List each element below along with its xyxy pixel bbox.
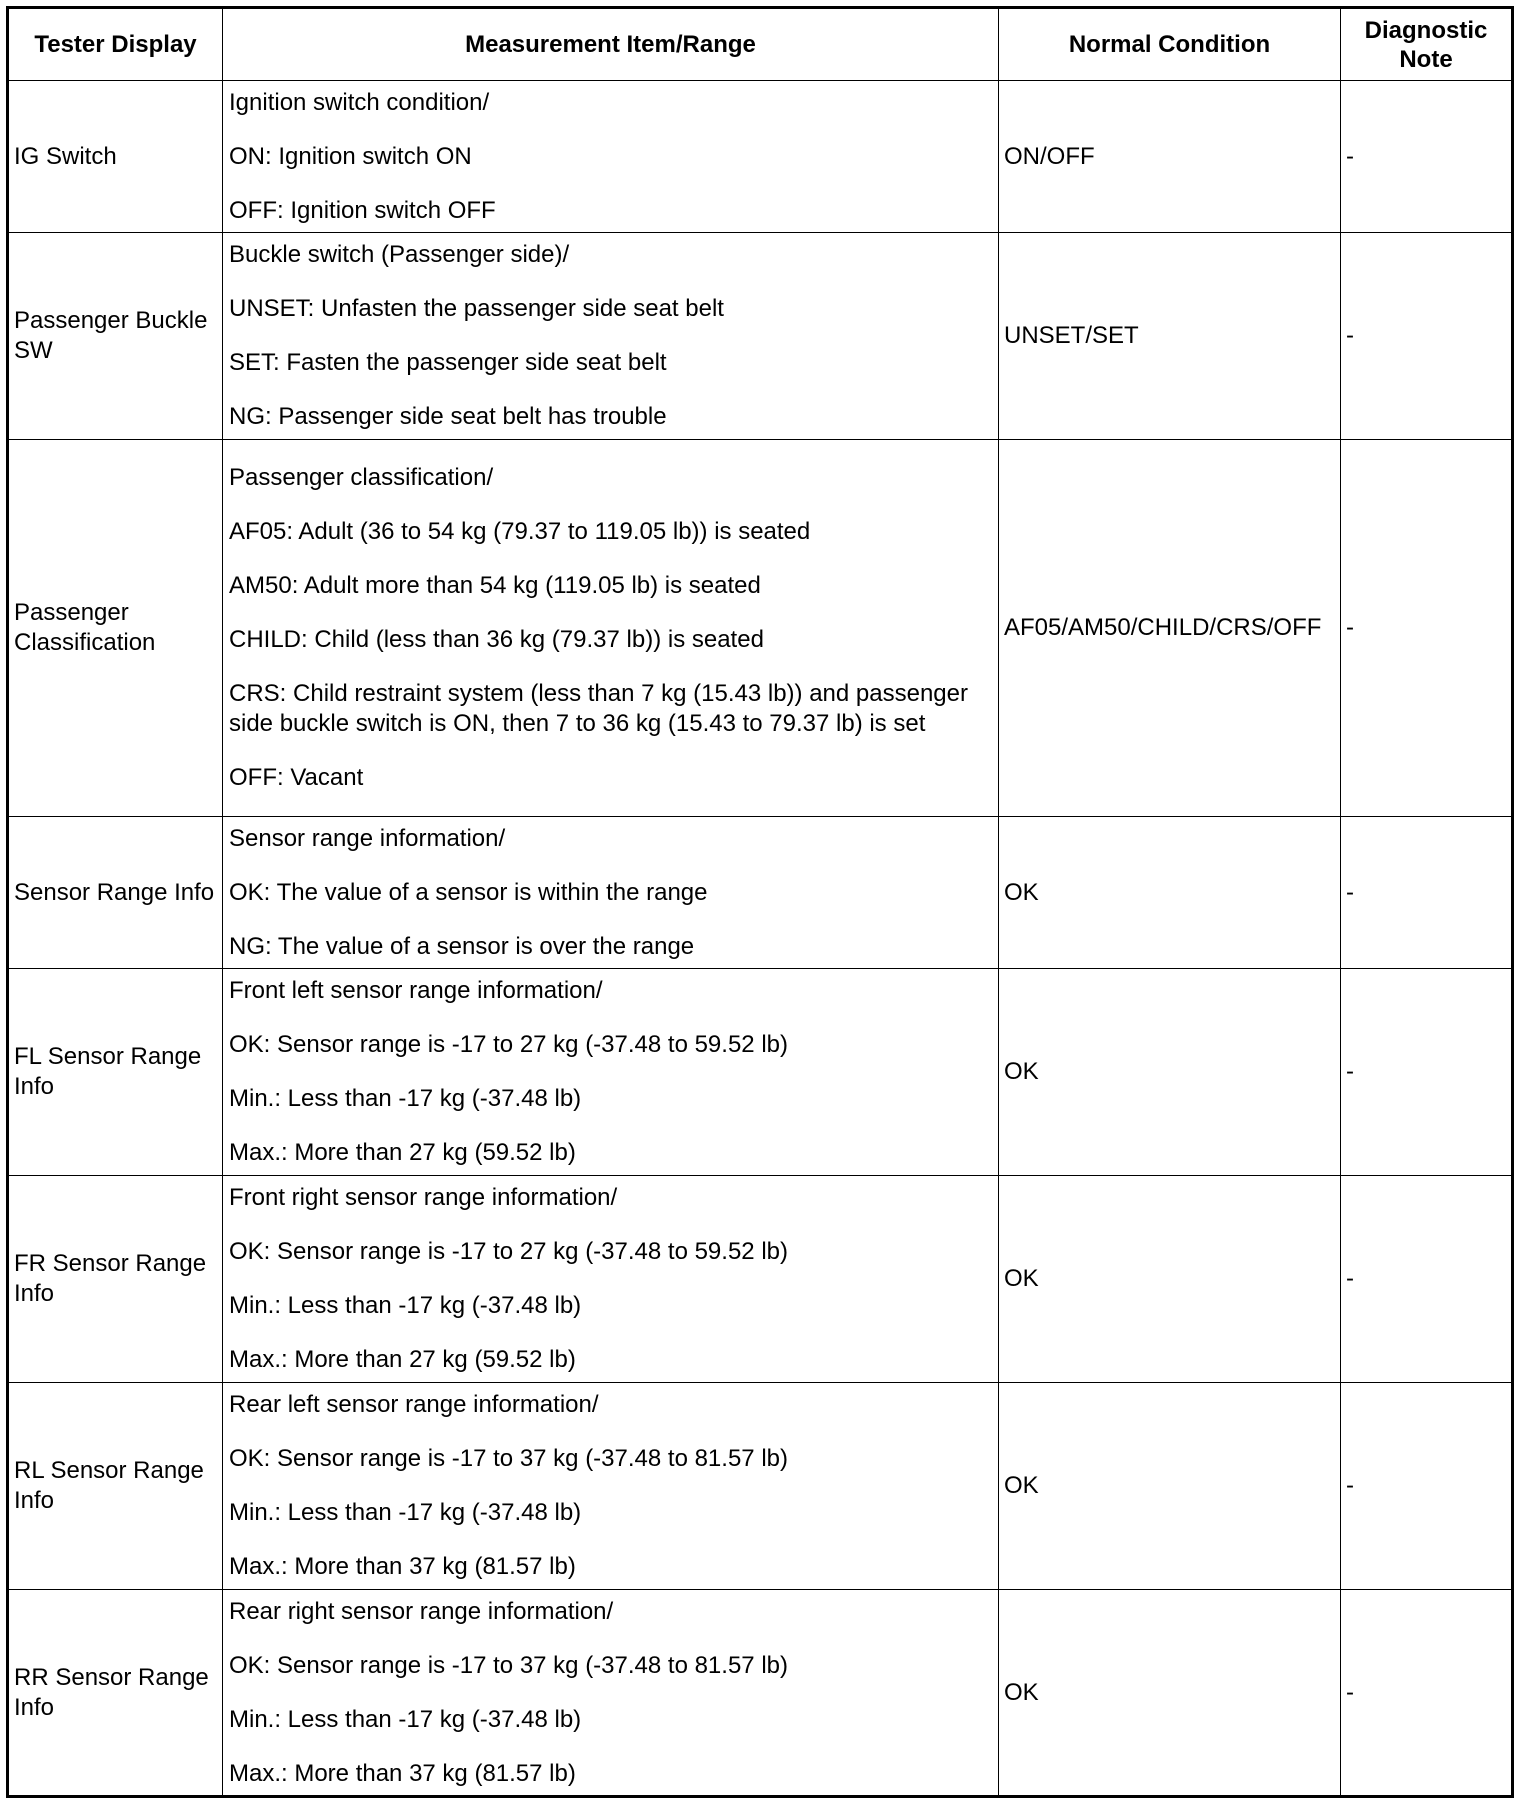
measurement-item-line: CHILD: Child (less than 36 kg (79.37 lb)) is seated <box>229 626 764 653</box>
header-row <box>8 8 1513 81</box>
diagnostic-note-cell: - <box>1341 440 1513 817</box>
measurement-item-line: OFF: Ignition switch OFF <box>229 196 496 224</box>
normal-condition-cell: ON/OFF <box>999 81 1341 233</box>
measurement-item-line: SET: Fasten the passenger side seat belt <box>229 349 667 376</box>
diagnostic-note-cell: - <box>1341 969 1513 1176</box>
measurement-item-line: Front left sensor range information/ <box>229 977 603 1004</box>
measurement-item-line: CRS: Child restraint system (less than 7 kg (15.43 lb)) and passenger side buckle switch is ON, then 7 to 36 kg (15.43 to 79.37 lb) is set <box>229 680 968 737</box>
table-row <box>8 817 1513 969</box>
table-row <box>8 81 1513 233</box>
tester-display-cell: RR Sensor Range Info <box>8 1590 223 1797</box>
measurement-item-line: AM50: Adult more than 54 kg (119.05 lb) is seated <box>229 572 761 599</box>
data-monitor-document <box>6 6 1511 1798</box>
measurement-item-cell <box>223 1176 999 1383</box>
measurement-item-line: OK: The value of a sensor is within the range <box>229 878 708 906</box>
measurement-item-line: OK: Sensor range is -17 to 27 kg (-37.48 to 59.52 lb) <box>229 1031 788 1058</box>
measurement-item-line: Buckle switch (Passenger side)/ <box>229 241 570 268</box>
measurement-item-line: AF05: Adult (36 to 54 kg (79.37 to 119.05 lb)) is seated <box>229 518 811 545</box>
normal-condition-cell: OK <box>999 1383 1341 1590</box>
measurement-item-cell <box>223 969 999 1176</box>
normal-condition-cell: UNSET/SET <box>999 233 1341 440</box>
diagnostic-note-cell: - <box>1341 1383 1513 1590</box>
measurement-item-line: OK: Sensor range is -17 to 37 kg (-37.48 to 81.57 lb) <box>229 1445 788 1472</box>
diagnostic-note-cell: - <box>1341 1590 1513 1797</box>
measurement-item-cell <box>223 233 999 440</box>
diagnostic-note-cell: - <box>1341 817 1513 969</box>
measurement-item-line: OK: Sensor range is -17 to 27 kg (-37.48 to 59.52 lb) <box>229 1238 788 1265</box>
table-header <box>8 8 1513 81</box>
measurement-item-line: Max.: More than 27 kg (59.52 lb) <box>229 1139 576 1166</box>
table-row <box>8 440 1513 817</box>
table-row <box>8 1383 1513 1590</box>
measurement-item-cell <box>223 440 999 817</box>
measurement-item-line: Max.: More than 37 kg (81.57 lb) <box>229 1553 576 1580</box>
diagnostic-note-cell: - <box>1341 233 1513 440</box>
data-monitor-table <box>6 6 1514 1798</box>
table-row <box>8 1590 1513 1797</box>
measurement-item-line: Rear right sensor range information/ <box>229 1597 614 1625</box>
table-row <box>8 233 1513 440</box>
table-body <box>8 81 1513 1797</box>
measurement-item-cell <box>223 81 999 233</box>
measurement-item-line: NG: The value of a sensor is over the range <box>229 932 695 960</box>
header-diagnostic-note: Diagnostic Note <box>1341 8 1513 81</box>
diagnostic-note-cell: - <box>1341 81 1513 233</box>
measurement-item-line: Min.: Less than -17 kg (-37.48 lb) <box>229 1499 582 1526</box>
header-normal-condition: Normal Condition <box>999 8 1341 81</box>
tester-display-cell: Passenger Classification <box>8 440 223 817</box>
measurement-item-line: OFF: Vacant <box>229 764 364 791</box>
measurement-item-line: UNSET: Unfasten the passenger side seat belt <box>229 295 724 322</box>
tester-display-cell: RL Sensor Range Info <box>8 1383 223 1590</box>
tester-display-cell: FL Sensor Range Info <box>8 969 223 1176</box>
tester-display-cell: Sensor Range Info <box>8 817 223 969</box>
tester-display-cell: Passenger Buckle SW <box>8 233 223 440</box>
measurement-item-line: Min.: Less than -17 kg (-37.48 lb) <box>229 1705 582 1733</box>
measurement-item-cell <box>223 1590 999 1797</box>
table-row <box>8 969 1513 1176</box>
measurement-item-line: Ignition switch condition/ <box>229 88 490 116</box>
header-tester-display: Tester Display <box>8 8 223 81</box>
normal-condition-cell: AF05/AM50/CHILD/CRS/OFF <box>999 440 1341 817</box>
measurement-item-line: Min.: Less than -17 kg (-37.48 lb) <box>229 1085 582 1112</box>
measurement-item-line: Rear left sensor range information/ <box>229 1391 599 1418</box>
measurement-item-line: NG: Passenger side seat belt has trouble <box>229 403 667 430</box>
normal-condition-cell: OK <box>999 1176 1341 1383</box>
measurement-item-line: Max.: More than 37 kg (81.57 lb) <box>229 1759 576 1787</box>
normal-condition-cell: OK <box>999 1590 1341 1797</box>
tester-display-cell: IG Switch <box>8 81 223 233</box>
measurement-item-line: Max.: More than 27 kg (59.52 lb) <box>229 1346 576 1373</box>
header-measurement-item: Measurement Item/Range <box>223 8 999 81</box>
measurement-item-cell <box>223 1383 999 1590</box>
normal-condition-cell: OK <box>999 969 1341 1176</box>
table-row <box>8 1176 1513 1383</box>
measurement-item-line: Passenger classification/ <box>229 464 494 491</box>
tester-display-cell: FR Sensor Range Info <box>8 1176 223 1383</box>
diagnostic-note-cell: - <box>1341 1176 1513 1383</box>
measurement-item-line: Front right sensor range information/ <box>229 1184 618 1211</box>
normal-condition-cell: OK <box>999 817 1341 969</box>
measurement-item-line: Min.: Less than -17 kg (-37.48 lb) <box>229 1292 582 1319</box>
measurement-item-line: OK: Sensor range is -17 to 37 kg (-37.48 to 81.57 lb) <box>229 1651 788 1679</box>
measurement-item-line: ON: Ignition switch ON <box>229 142 472 170</box>
measurement-item-cell <box>223 817 999 969</box>
measurement-item-line: Sensor range information/ <box>229 824 506 852</box>
